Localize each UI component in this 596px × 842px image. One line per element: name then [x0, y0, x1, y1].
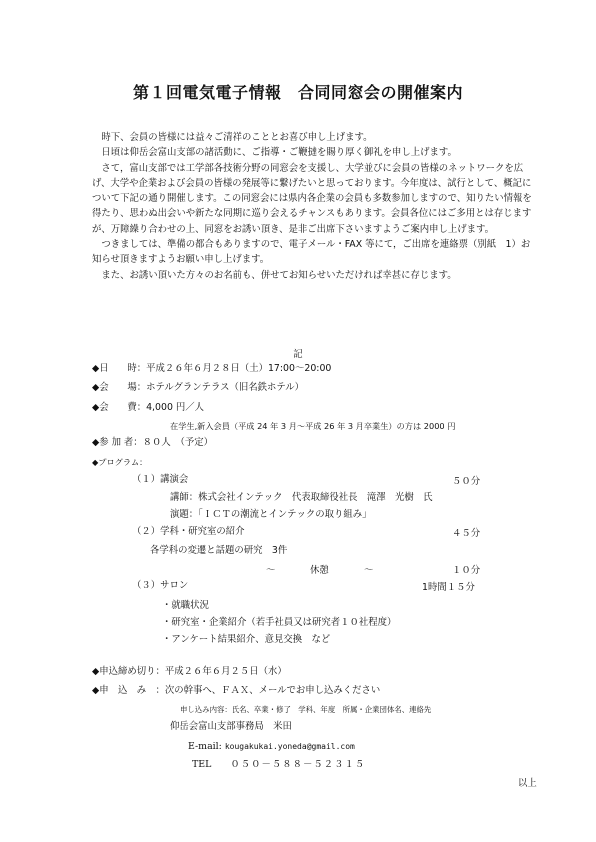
attendees-row	[92, 436, 213, 449]
salon-item: ・就職状況	[162, 600, 209, 611]
program-item-salon: （３）サロン	[132, 580, 189, 591]
program-item-lab-intro-time: ４５分	[452, 528, 481, 539]
venue-row	[92, 381, 304, 394]
ki-heading: 記	[293, 349, 303, 360]
application-office: 仰岳会富山支部事務局 米田	[170, 721, 292, 732]
tel-label: TEL	[192, 759, 212, 770]
tel-value: ０５０－５８８－５２３１５	[230, 759, 366, 770]
salon-item: ・研究室・企業紹介（若手社員又は研究者１０社程度）	[162, 617, 397, 628]
intro-paragraph: また、お誘い頂いた方々のお名前も、併せてお知らせいただければ幸甚に存じます。	[101, 269, 457, 281]
break-tilde-right: ～	[364, 565, 374, 576]
intro-paragraph: つきましては、準備の都合もありますので、電子メール・FAX 等にて，ご出席を連絡票（別紙 1）お知らせ頂きますようお願い申し上げます。	[92, 239, 531, 266]
fee-value: 4,000 円／人	[146, 402, 205, 413]
program-item-lab-intro: （２）学科・研究室の紹介	[132, 526, 245, 537]
lecture-speaker: 講師：株式会社インテック 代表取締役社長 滝澤 光樹 氏	[170, 492, 433, 503]
date-row	[92, 362, 331, 375]
fee-row	[92, 401, 204, 414]
date-label: ◆日 時：	[92, 363, 147, 374]
intro-paragraph: 日頃は仰岳会富山支部の諸活動に、ご指導・ご鞭撻を賜り厚く御礼を申し上げます。	[101, 147, 457, 159]
intro-section	[92, 130, 538, 283]
fee-label: ◆会 費：	[92, 402, 147, 413]
break-label: 休憩	[310, 565, 329, 576]
lecture-topic: 演題：「ＩＣＴの潮流とインテックの取り組み」	[170, 509, 372, 520]
venue-label: ◆会 場：	[92, 382, 147, 393]
program-item-lecture: （１）講演会	[132, 474, 189, 485]
break-time: １０分	[452, 565, 481, 576]
venue-value: ホテルグランテラス（旧名鉄ホテル）	[146, 382, 305, 393]
application-contents: 申し込み内容：氏名、卒業・修了 学科、年度 所属・企業団体名、連絡先	[180, 705, 432, 714]
document-title: 第１回電気電子情報 合同同窓会の開催案内	[132, 83, 463, 102]
program-item-lecture-time: ５０分	[452, 476, 481, 487]
program-label: ◆プログラム：	[92, 457, 148, 467]
email-value: kougakukai.yoneda@gmail.com	[224, 742, 355, 751]
application-method-row	[92, 684, 380, 697]
intro-paragraph: さて，富山支部では工学部各技術分野の同窓会を支援し、大学並びに会員の皆様のネットワークを広げ、大学や企業および会員の皆様の発展等に繋げたいと思っております。今年度は、試行として、概記について下記の通り開催します。この同窓会には県内各企業の会員も多数参加しますので、知りたい情報を得たり、思わぬ出会いや新たな同期に巡り会えるチャンスもあります。会員各位にはご多用とは存じますが、万障繰り合わせの上、同窓をお誘い頂き、是非ご出席下さいますようご案内申し上げます。	[92, 162, 532, 235]
closing: 以上	[518, 778, 537, 789]
break-tilde-left: ～	[266, 565, 276, 576]
intro-paragraph: 時下、会員の皆様には益々ご清祥のこととお喜び申し上げます。	[101, 132, 373, 143]
email-label: E-mail:	[188, 741, 222, 752]
tel-row	[192, 758, 365, 771]
application-method-label: ◆申 込 み ：	[92, 685, 165, 696]
application-deadline: ◆申込締め切り：平成２６年６月２５日（水）	[92, 666, 287, 677]
fee-note: 在学生,新入会員（平成 24 年 3 月～平成 26 年 3 月卒業生）の方は 2000 円	[170, 421, 456, 431]
attendees-label: ◆参 加 者：	[92, 437, 143, 448]
program-item-salon-time: 1時間１５分	[422, 582, 475, 593]
attendees-value: ８０人 （予定）	[142, 437, 213, 448]
lab-intro-detail: 各学科の変遷と話題の研究 3件	[150, 545, 288, 556]
application-method-value: 次の幹事へ、ＦＡＸ、メールでお申し込みください	[164, 685, 381, 696]
salon-item: ・アンケート結果紹介、意見交換 など	[162, 634, 331, 645]
date-value: 平成２６年６月２８日（土）17:00～20:00	[146, 363, 332, 374]
email-row	[188, 740, 355, 753]
